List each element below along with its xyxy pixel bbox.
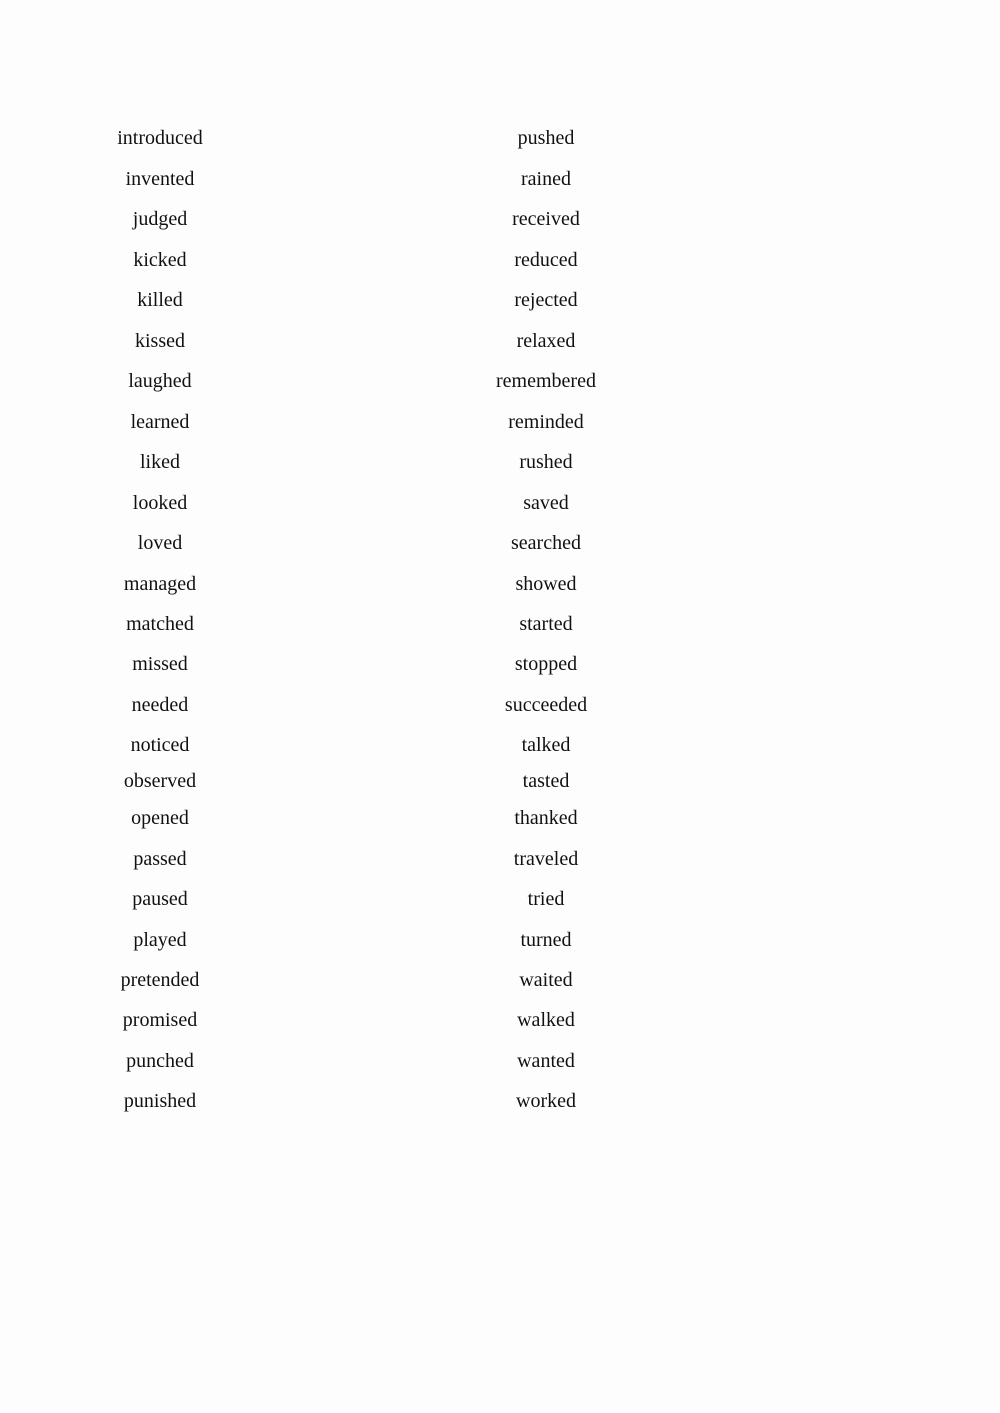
left-column-word: needed: [131, 694, 189, 716]
right-column-word: searched: [511, 532, 581, 554]
right-column-word: saved: [523, 492, 569, 514]
left-column-word: played: [133, 929, 187, 951]
left-column-word: invented: [125, 168, 195, 190]
right-column-word: turned: [520, 929, 572, 951]
right-column-word: wanted: [517, 1050, 575, 1072]
left-column-word: punished: [123, 1090, 197, 1112]
right-column-word: relaxed: [516, 330, 576, 352]
left-column-word: looked: [132, 492, 188, 514]
right-column-word: started: [519, 613, 573, 635]
right-column-word: tasted: [522, 770, 570, 792]
right-column-word: tried: [527, 888, 565, 910]
left-column-word: laughed: [128, 370, 192, 392]
left-column-word: matched: [126, 613, 194, 635]
left-column-word: kicked: [133, 249, 187, 271]
right-column-word: pushed: [517, 127, 575, 149]
left-column-word: learned: [130, 411, 190, 433]
right-column-word: rejected: [514, 289, 578, 311]
left-column-word: introduced: [117, 127, 203, 149]
left-column-word: kissed: [135, 330, 185, 352]
right-column-word: rushed: [519, 451, 573, 473]
left-column-word: missed: [132, 653, 188, 675]
left-column-word: loved: [137, 532, 183, 554]
left-column-word: pretended: [120, 969, 200, 991]
left-column-word: liked: [140, 451, 180, 473]
right-column-word: rained: [521, 168, 571, 190]
left-column-word: observed: [123, 770, 197, 792]
right-column-word: talked: [521, 734, 571, 756]
left-column-word: managed: [123, 573, 197, 595]
right-column-word: remembered: [496, 370, 596, 392]
left-column-word: passed: [133, 848, 187, 870]
left-column-word: paused: [132, 888, 188, 910]
left-column-word: noticed: [130, 734, 190, 756]
right-column-word: traveled: [513, 848, 579, 870]
right-column-word: stopped: [514, 653, 578, 675]
right-column-word: waited: [519, 969, 573, 991]
right-column-word: reminded: [508, 411, 584, 433]
left-column-word: judged: [132, 208, 188, 230]
right-column-word: worked: [516, 1090, 576, 1112]
right-column-word: reduced: [514, 249, 578, 271]
right-column-word: succeeded: [504, 694, 588, 716]
right-column-word: walked: [517, 1009, 575, 1031]
left-column-word: punched: [126, 1050, 194, 1072]
left-column-word: promised: [122, 1009, 198, 1031]
right-column-word: showed: [515, 573, 577, 595]
left-column-word: opened: [131, 807, 189, 829]
right-column-word: received: [512, 208, 580, 230]
left-column-word: killed: [137, 289, 183, 311]
right-column-word: thanked: [514, 807, 578, 829]
